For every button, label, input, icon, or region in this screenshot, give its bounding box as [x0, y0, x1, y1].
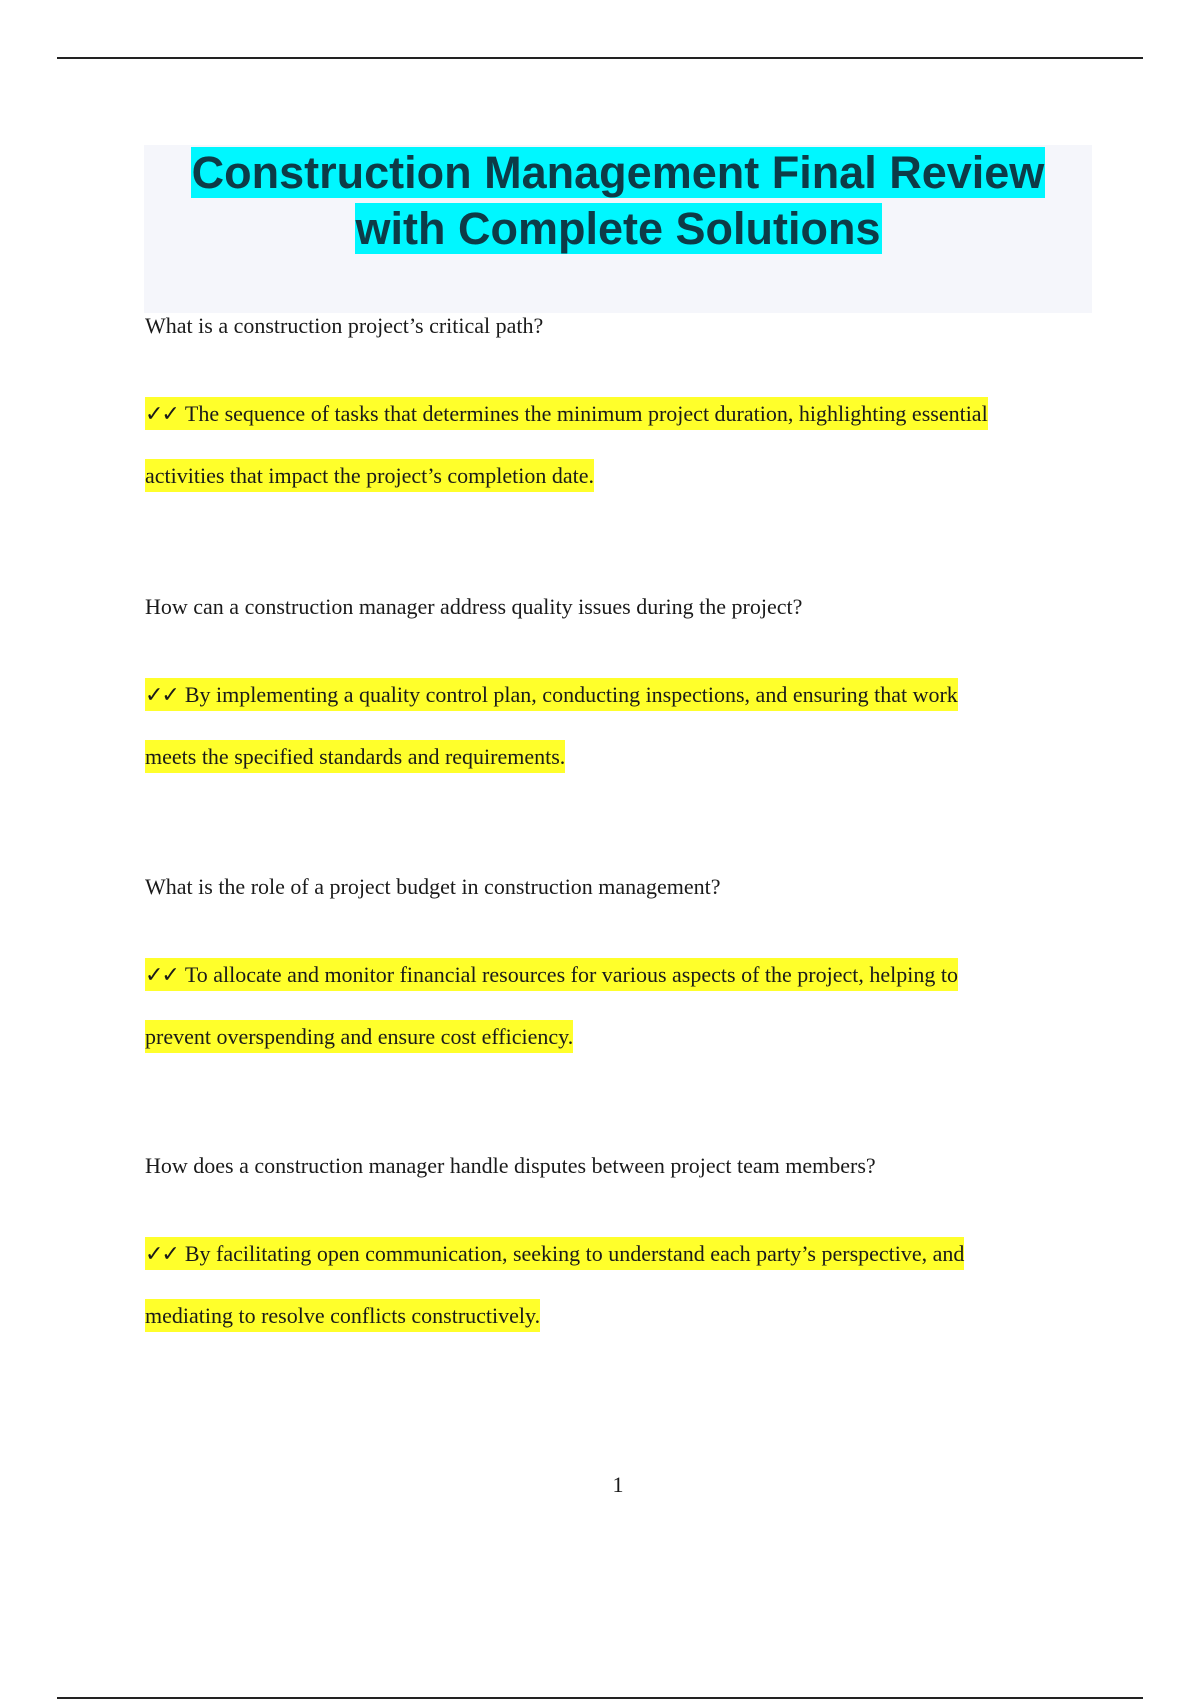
- answer-line-1: To allocate and monitor financial resources for various aspects of the project, helping to: [184, 962, 958, 987]
- double-check-icon: ✓✓: [145, 1242, 178, 1267]
- document-title: [144, 145, 1092, 257]
- answer-line-2: mediating to resolve conflicts constructively.: [145, 1299, 540, 1332]
- qa-item-3: [145, 872, 1105, 1067]
- answer-line-2: prevent overspending and ensure cost efficiency.: [145, 1020, 573, 1053]
- double-check-icon: ✓✓: [145, 683, 178, 708]
- page-number: 1: [612, 1472, 624, 1497]
- question-text: What is the role of a project budget in construction management?: [145, 874, 721, 899]
- title-line-1: Construction Management Final Review: [191, 147, 1045, 198]
- answer-text: [145, 664, 1105, 787]
- question-text: How does a construction manager handle disputes between project team members?: [145, 1153, 876, 1178]
- answer-line-2: activities that impact the project’s completion date.: [145, 459, 594, 492]
- question-text: What is a construction project’s critical path?: [145, 313, 544, 338]
- answer-line-1: The sequence of tasks that determines the minimum project duration, highlighting essential: [184, 401, 988, 426]
- qa-item-1: [145, 311, 1105, 506]
- bottom-rule: [57, 1697, 1143, 1699]
- answer-text: [145, 1223, 1105, 1346]
- answer-text: [145, 383, 1105, 506]
- top-rule: [57, 57, 1143, 59]
- title-line-2: with Complete Solutions: [355, 203, 881, 254]
- answer-text: [145, 944, 1105, 1067]
- double-check-icon: ✓✓: [145, 402, 178, 427]
- qa-item-2: [145, 592, 1105, 787]
- answer-line-1: By facilitating open communication, seeking to understand each party’s perspective, and: [184, 1241, 965, 1266]
- answer-line-1: By implementing a quality control plan, conducting inspections, and ensuring that work: [184, 682, 958, 707]
- question-text: How can a construction manager address quality issues during the project?: [145, 594, 803, 619]
- qa-item-4: [145, 1151, 1105, 1346]
- answer-line-2: meets the specified standards and requirements.: [145, 740, 565, 773]
- double-check-icon: ✓✓: [145, 963, 178, 988]
